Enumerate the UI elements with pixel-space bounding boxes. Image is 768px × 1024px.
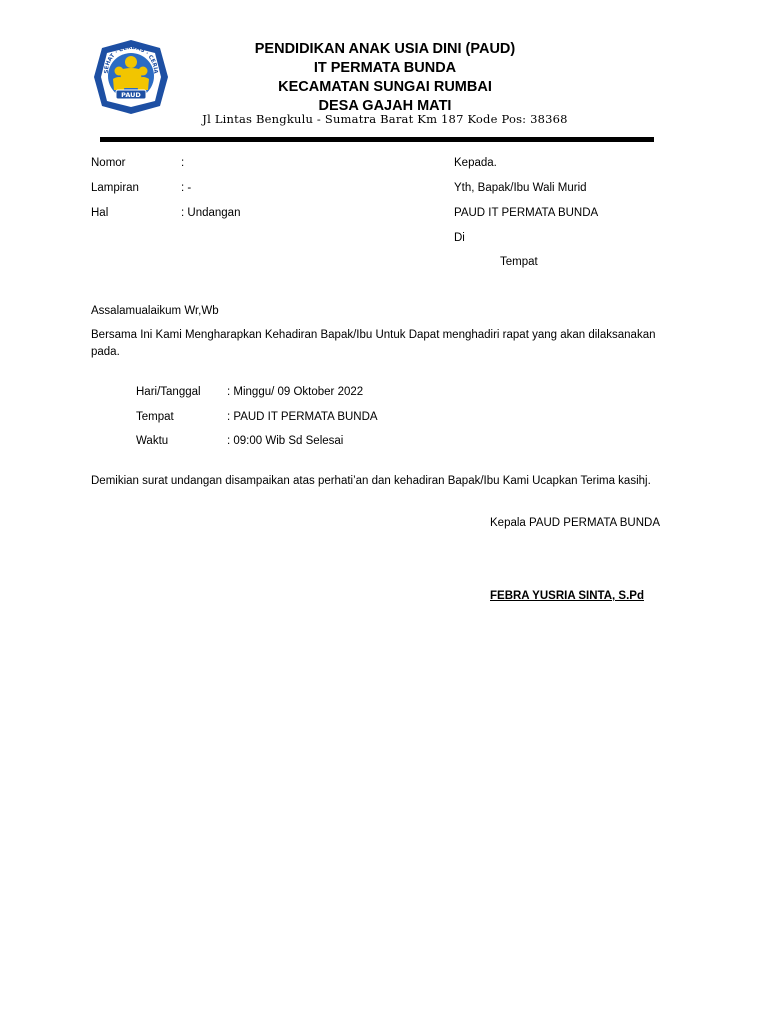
lampiran-label: Lampiran — [91, 182, 139, 194]
detail-label-time: Waktu — [136, 435, 169, 447]
hal-label: Hal — [91, 207, 109, 219]
recipient-tempat: Tempat — [500, 256, 538, 268]
detail-label-date: Hari/Tanggal — [136, 386, 201, 398]
lampiran-value: : - — [181, 182, 192, 194]
paud-logo — [92, 38, 170, 116]
letterhead-divider — [100, 137, 654, 142]
letterhead-line-3: KECAMATAN SUNGAI RUMBAI — [278, 79, 492, 95]
intro-paragraph: Bersama Ini Kami Mengharapkan Kehadiran Bapak/Ibu Untuk Dapat menghadiri rapat yang akan dilaksanakan pada. — [91, 329, 656, 358]
logo-motto: SEHAT · CERDAS · CERIA — [103, 44, 159, 74]
hal-value: : Undangan — [181, 207, 241, 219]
recipient-org: PAUD IT PERMATA BUNDA — [454, 207, 599, 219]
greeting: Assalamualaikum Wr,Wb — [91, 305, 219, 317]
nomor-label: Nomor — [91, 157, 126, 169]
letterhead-line-1: PENDIDIKAN ANAK USIA DINI (PAUD) — [254, 41, 516, 57]
letterhead-line-4: DESA GAJAH MATI — [318, 98, 452, 114]
letterhead-address: Jl Lintas Bengkulu - Sumatra Barat Km 187 Kode Pos: 38368 — [202, 112, 568, 126]
detail-value-date: : Minggu/ 09 Oktober 2022 — [227, 386, 364, 398]
recipient-to: Kepada. — [454, 157, 497, 169]
signature-title: Kepala PAUD PERMATA BUNDA — [490, 517, 660, 529]
recipient-yth: Yth, Bapak/Ibu Wali Murid — [454, 182, 587, 194]
detail-label-place: Tempat — [136, 411, 174, 423]
signature-name: FEBRA YUSRIA SINTA, S.Pd — [490, 590, 644, 602]
recipient-di: Di — [454, 232, 465, 244]
detail-value-place: : PAUD IT PERMATA BUNDA — [227, 411, 378, 423]
logo-ribbon-text: PAUD — [121, 91, 141, 99]
nomor-value: : — [181, 157, 185, 169]
detail-value-time: : 09:00 Wib Sd Selesai — [227, 435, 344, 447]
letterhead-line-2: IT PERMATA BUNDA — [313, 60, 457, 76]
closing-paragraph: Demikian surat undangan disampaikan atas perhati’an dan kehadiran Bapak/Ibu Kami Ucapkan Terima kasihj. — [91, 475, 651, 487]
